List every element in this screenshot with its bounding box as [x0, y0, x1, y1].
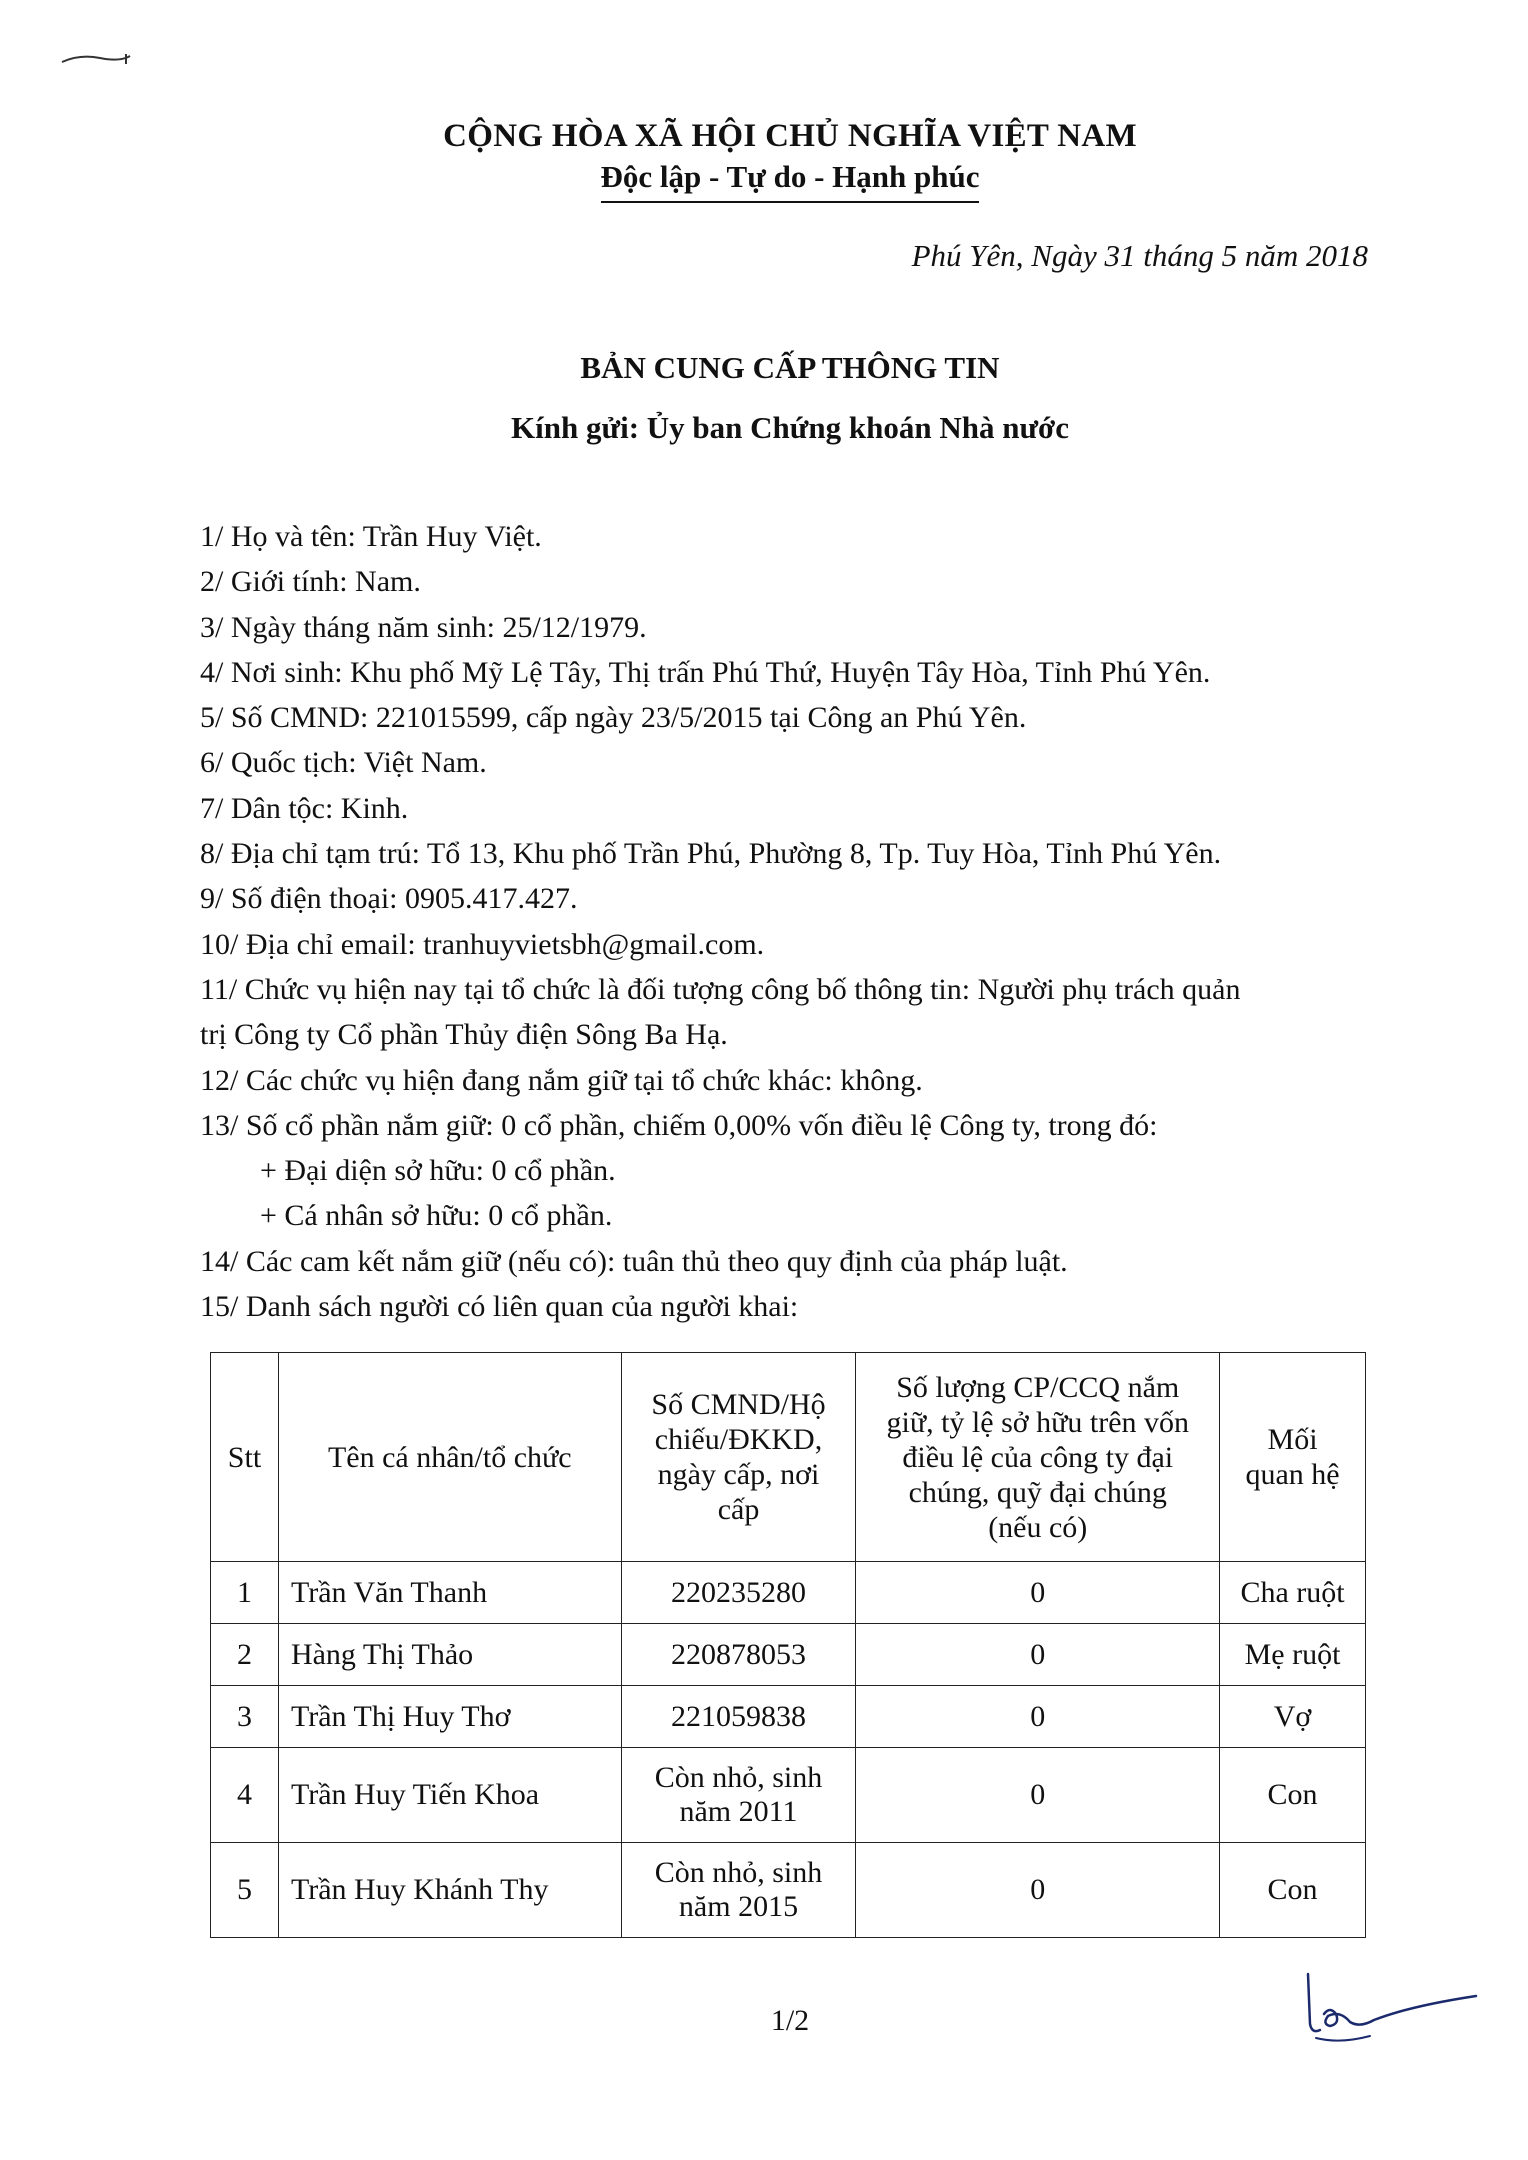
item-shares-representative: + Đại diện sở hữu: 0 cổ phần.: [260, 1154, 616, 1188]
header-shares: Số lượng CP/CCQ nắm giữ, tỷ lệ sở hữu trên vốn điều lệ của công ty đại chúng, quỹ đại chúng (nếu có): [856, 1353, 1220, 1562]
item-birth-place: 4/ Nơi sinh: Khu phố Mỹ Lệ Tây, Thị trấn Phú Thứ, Huyện Tây Hòa, Tỉnh Phú Yên.: [200, 655, 1211, 689]
dateline: Phú Yên, Ngày 31 tháng 5 năm 2018: [911, 238, 1368, 273]
cell-stt: 1: [211, 1562, 279, 1624]
cell-name: Trần Huy Tiến Khoa: [278, 1748, 621, 1843]
cell-relation: Con: [1220, 1748, 1366, 1843]
item-position-line-1: 11/ Chức vụ hiện nay tại tổ chức là đối tượng công bố thông tin: Người phụ trách quản: [200, 972, 1241, 1006]
scan-mark: [60, 52, 132, 66]
item-full-name: 1/ Họ và tên: Trần Huy Việt.: [200, 520, 542, 553]
cell-id: 220235280: [621, 1562, 856, 1624]
header-stt: Stt: [211, 1353, 279, 1562]
cell-relation: Con: [1220, 1843, 1366, 1938]
item-shares-held: 13/ Số cổ phần nắm giữ: 0 cổ phần, chiếm 0,00% vốn điều lệ Công ty, trong đó:: [200, 1108, 1158, 1142]
related-persons-table: [210, 1352, 1366, 1938]
table-row: [211, 1624, 1366, 1686]
cell-shares: 0: [856, 1624, 1220, 1686]
cell-name: Trần Văn Thanh: [278, 1562, 621, 1624]
item-address: 8/ Địa chỉ tạm trú: Tổ 13, Khu phố Trần Phú, Phường 8, Tp. Tuy Hòa, Tỉnh Phú Yên.: [200, 837, 1222, 871]
item-phone: 9/ Số điện thoại: 0905.417.427.: [200, 882, 578, 916]
table-row: [211, 1843, 1366, 1938]
declaration-items: [200, 514, 1370, 1329]
signature-mark: [1300, 1966, 1480, 2046]
cell-stt: 3: [211, 1686, 279, 1748]
table-row: [211, 1686, 1366, 1748]
national-header: [0, 118, 1528, 203]
recipient-line: Kính gửi: Ủy ban Chứng khoán Nhà nước: [511, 410, 1069, 445]
cell-id: 220878053: [621, 1624, 856, 1686]
table-header-row: [211, 1353, 1366, 1562]
table-row: [211, 1748, 1366, 1843]
item-other-positions: 12/ Các chức vụ hiện đang nắm giữ tại tổ chức khác: không.: [200, 1063, 923, 1097]
header-relation: Mối quan hệ: [1220, 1353, 1366, 1562]
cell-id: 221059838: [621, 1686, 856, 1748]
cell-relation: Cha ruột: [1220, 1562, 1366, 1624]
cell-relation: Vợ: [1220, 1686, 1366, 1748]
item-id-card: 5/ Số CMND: 221015599, cấp ngày 23/5/2015 tại Công an Phú Yên.: [200, 701, 1027, 735]
item-nationality: 6/ Quốc tịch: Việt Nam.: [200, 746, 487, 780]
item-gender: 2/ Giới tính: Nam.: [200, 565, 421, 599]
header-id: Số CMND/Hộ chiếu/ĐKKD, ngày cấp, nơi cấp: [621, 1353, 856, 1562]
cell-stt: 4: [211, 1748, 279, 1843]
item-shares-personal: + Cá nhân sở hữu: 0 cổ phần.: [260, 1199, 613, 1233]
table-row: [211, 1562, 1366, 1624]
cell-stt: 2: [211, 1624, 279, 1686]
cell-shares: 0: [856, 1686, 1220, 1748]
nation-motto: Độc lập - Tự do - Hạnh phúc: [601, 159, 980, 203]
header-name: Tên cá nhân/tổ chức: [278, 1353, 621, 1562]
item-commitments: 14/ Các cam kết nắm giữ (nếu có): tuân thủ theo quy định của pháp luật.: [200, 1244, 1068, 1278]
cell-name: Trần Huy Khánh Thy: [278, 1843, 621, 1938]
cell-id: Còn nhỏ, sinh năm 2015: [621, 1843, 856, 1938]
cell-shares: 0: [856, 1843, 1220, 1938]
item-related-persons: 15/ Danh sách người có liên quan của người khai:: [200, 1290, 799, 1324]
cell-name: Trần Thị Huy Thơ: [278, 1686, 621, 1748]
cell-relation: Mẹ ruột: [1220, 1624, 1366, 1686]
cell-stt: 5: [211, 1843, 279, 1938]
item-birth-date: 3/ Ngày tháng năm sinh: 25/12/1979.: [200, 610, 647, 644]
cell-shares: 0: [856, 1562, 1220, 1624]
cell-shares: 0: [856, 1748, 1220, 1843]
cell-id: Còn nhỏ, sinh năm 2011: [621, 1748, 856, 1843]
item-email: 10/ Địa chỉ email: tranhuyvietsbh@gmail.com.: [200, 927, 765, 961]
item-ethnicity: 7/ Dân tộc: Kinh.: [200, 791, 409, 825]
nation-title: CỘNG HÒA XÃ HỘI CHỦ NGHĨA VIỆT NAM: [443, 118, 1137, 154]
page-number: 1/2: [770, 2004, 810, 2037]
cell-name: Hàng Thị Thảo: [278, 1624, 621, 1686]
item-position-line-2: trị Công ty Cổ phần Thủy điện Sông Ba Hạ.: [200, 1018, 728, 1052]
document-title: BẢN CUNG CẤP THÔNG TIN: [580, 350, 1000, 385]
